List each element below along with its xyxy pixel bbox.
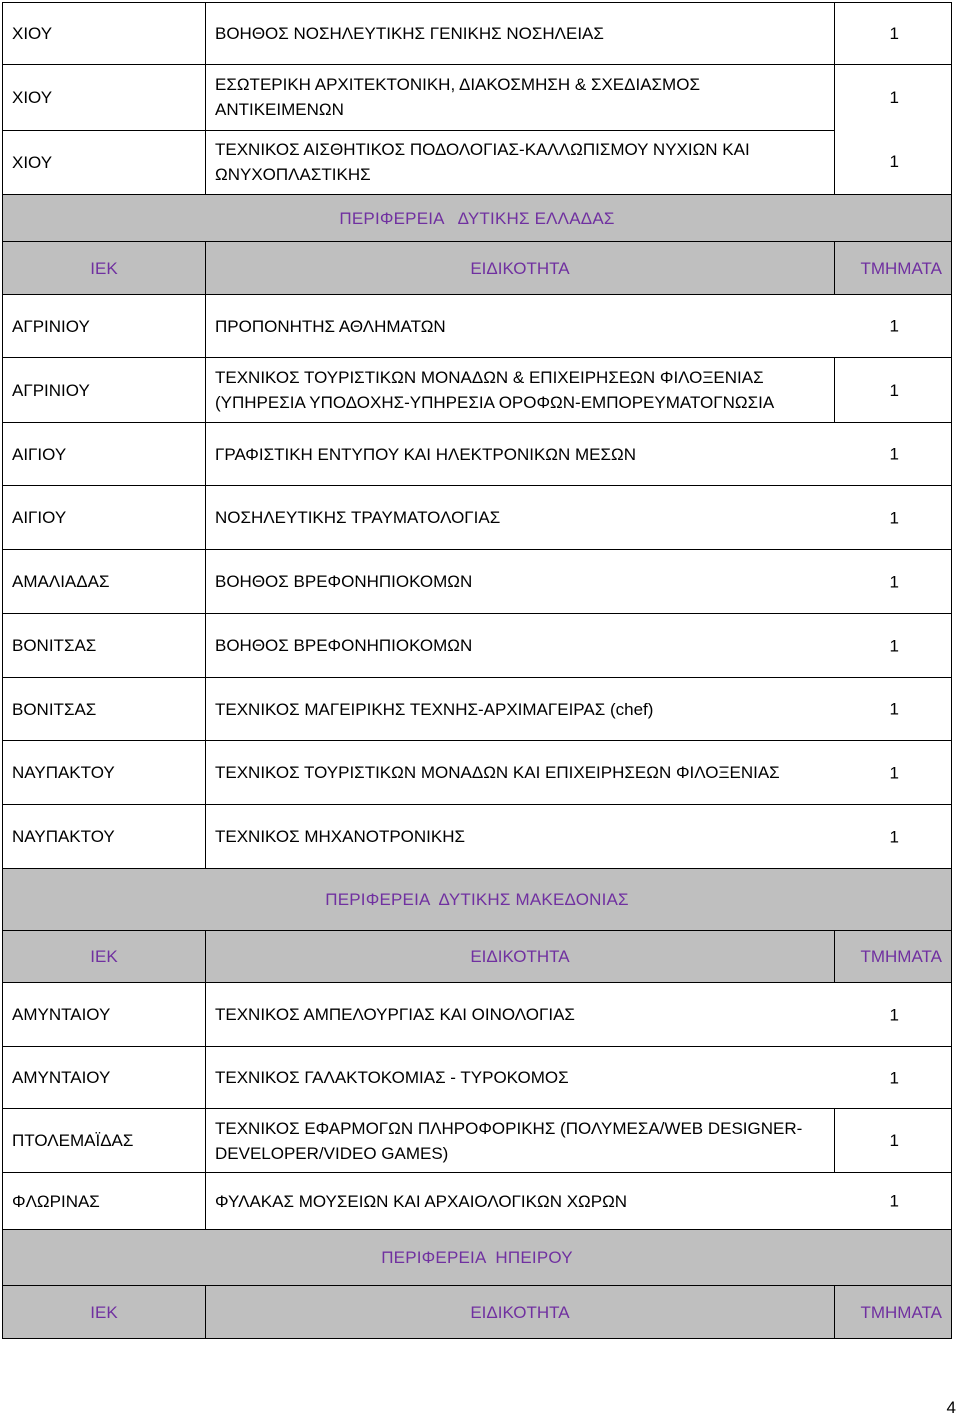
table-row bbox=[3, 614, 952, 678]
count-value: 1 bbox=[889, 316, 899, 336]
page-number: 4 bbox=[946, 1398, 956, 1417]
iek-cell: ΠΤΟΛΕΜΑΪΔΑΣ bbox=[3, 1109, 206, 1173]
specialty-cell: ΤΕΧΝΙΚΟΣ ΜΑΓΕΙΡΙΚΗΣ ΤΕΧΝΗΣ-ΑΡΧΙΜΑΓΕΙΡΑΣ (chef) 1 bbox=[206, 678, 952, 741]
specialty-cell: ΤΕΧΝΙΚΟΣ ΕΦΑΡΜΟΓΩΝ ΠΛΗΡΟΦΟΡΙΚΗΣ (ΠΟΛΥΜΕΣΑ/WEB DESIGNER-DEVELOPER/VIDEO GAMES) bbox=[206, 1109, 835, 1173]
count-cell: 1 bbox=[835, 1109, 952, 1173]
iek-cell: ΦΛΩΡΙΝΑΣ bbox=[3, 1173, 206, 1230]
header-specialty: ΕΙΔΙΚΟΤΗΤΑ bbox=[206, 242, 835, 295]
count-value: 1 bbox=[889, 1068, 899, 1087]
iek-cell: ΑΜΥΝΤΑΙΟΥ bbox=[3, 983, 206, 1047]
table-row bbox=[3, 295, 952, 358]
region-title: ΠΕΡΙΦΕΡΕΙΑ ΔΥΤΙΚΗΣ ΜΑΚΕΔΟΝΙΑΣ bbox=[3, 869, 952, 931]
specialty-cell: ΓΡΑΦΙΣΤΙΚΗ ΕΝΤΥΠΟΥ ΚΑΙ ΗΛΕΚΤΡΟΝΙΚΩΝ ΜΕΣΩΝ 1 bbox=[206, 423, 952, 486]
region-row bbox=[3, 869, 952, 931]
count-value: 1 bbox=[889, 508, 899, 527]
iek-cell: ΒΟΝΙΤΣΑΣ bbox=[3, 678, 206, 741]
count-value: 1 bbox=[889, 444, 899, 464]
iek-cell: ΒΟΝΙΤΣΑΣ bbox=[3, 614, 206, 678]
table-row bbox=[3, 741, 952, 805]
count-value: 1 bbox=[889, 827, 899, 846]
header-count: ΤΜΗΜΑΤΑ bbox=[835, 242, 952, 295]
region-title: ΠΕΡΙΦΕΡΕΙΑ ΔΥΤΙΚΗΣ ΕΛΛΑΔΑΣ bbox=[3, 195, 952, 242]
count-cell: 1 bbox=[835, 3, 952, 65]
table-row bbox=[3, 983, 952, 1047]
specialty-cell: ΕΣΩΤΕΡΙΚΗ ΑΡΧΙΤΕΚΤΟΝΙΚΗ, ΔΙΑΚΟΣΜΗΣΗ & ΣΧΕΔΙΑΣΜΟΣ ΑΝΤΙΚΕΙΜΕΝΩΝ bbox=[206, 65, 835, 131]
header-iek: ΙΕΚ bbox=[3, 931, 206, 983]
region-row bbox=[3, 195, 952, 242]
iek-cell: ΑΓΡΙΝΙΟΥ bbox=[3, 295, 206, 358]
count-cell-merged bbox=[835, 65, 952, 195]
count-value: 1 bbox=[889, 572, 899, 591]
header-row bbox=[3, 242, 952, 295]
iek-cell: ΑΙΓΙΟΥ bbox=[3, 486, 206, 550]
specialty-cell: ΤΕΧΝΙΚΟΣ ΤΟΥΡΙΣΤΙΚΩΝ ΜΟΝΑΔΩΝ & ΕΠΙΧΕΙΡΗΣΕΩΝ ΦΙΛΟΞΕΝΙΑΣ (ΥΠΗΡΕΣΙΑ ΥΠΟΔΟΧΗΣ-ΥΠΗΡΕΣΙΑ ΟΡΟΦΩΝ-ΕΜΠΟΡΕΥΜΑΤΟΓΝΩΣΙΑ bbox=[206, 358, 835, 423]
specialty-cell: ΤΕΧΝΙΚΟΣ ΜΗΧΑΝΟΤΡΟΝΙΚΗΣ 1 bbox=[206, 805, 952, 869]
count-value: 1 bbox=[889, 1005, 899, 1024]
count-value: 1 bbox=[889, 152, 899, 171]
iek-cell: ΑΓΡΙΝΙΟΥ bbox=[3, 358, 206, 423]
iek-cell: ΧΙΟΥ bbox=[3, 65, 206, 131]
table-row bbox=[3, 130, 952, 195]
specialty-cell: ΒΟΗΘΟΣ ΒΡΕΦΟΝΗΠΙΟΚΟΜΩΝ 1 bbox=[206, 550, 952, 614]
table-row bbox=[3, 3, 952, 65]
region-title: ΠΕΡΙΦΕΡΕΙΑ ΗΠΕΙΡΟΥ bbox=[3, 1230, 952, 1286]
region-row bbox=[3, 1230, 952, 1286]
specialty-cell: ΝΟΣΗΛΕΥΤΙΚΗΣ ΤΡΑΥΜΑΤΟΛΟΓΙΑΣ 1 bbox=[206, 486, 952, 550]
table-row bbox=[3, 1173, 952, 1230]
table-row bbox=[3, 678, 952, 741]
count-value: 1 bbox=[889, 88, 899, 107]
header-count: ΤΜΗΜΑΤΑ bbox=[835, 1286, 952, 1339]
header-row bbox=[3, 1286, 952, 1339]
header-specialty: ΕΙΔΙΚΟΤΗΤΑ bbox=[206, 1286, 835, 1339]
table-row bbox=[3, 1047, 952, 1109]
iek-cell: ΑΜΥΝΤΑΙΟΥ bbox=[3, 1047, 206, 1109]
iek-cell: ΝΑΥΠΑΚΤΟΥ bbox=[3, 805, 206, 869]
iek-cell: ΧΙΟΥ bbox=[3, 3, 206, 65]
iek-specialties-table bbox=[2, 2, 952, 1339]
table-row bbox=[3, 65, 952, 131]
iek-cell: ΝΑΥΠΑΚΤΟΥ bbox=[3, 741, 206, 805]
count-value: 1 bbox=[889, 763, 899, 782]
header-iek: ΙΕΚ bbox=[3, 1286, 206, 1339]
header-iek: ΙΕΚ bbox=[3, 242, 206, 295]
header-row bbox=[3, 931, 952, 983]
table-row bbox=[3, 423, 952, 486]
specialty-cell: ΤΕΧΝΙΚΟΣ ΓΑΛΑΚΤΟΚΟΜΙΑΣ - ΤΥΡΟΚΟΜΟΣ 1 bbox=[206, 1047, 952, 1109]
iek-cell: ΧΙΟΥ bbox=[3, 130, 206, 195]
count-cell: 1 bbox=[835, 358, 952, 423]
header-specialty: ΕΙΔΙΚΟΤΗΤΑ bbox=[206, 931, 835, 983]
table-row bbox=[3, 486, 952, 550]
table-row bbox=[3, 358, 952, 423]
count-value: 1 bbox=[889, 699, 899, 719]
specialty-cell: ΒΟΗΘΟΣ ΝΟΣΗΛΕΥΤΙΚΗΣ ΓΕΝΙΚΗΣ ΝΟΣΗΛΕΙΑΣ bbox=[206, 3, 835, 65]
iek-cell: ΑΜΑΛΙΑΔΑΣ bbox=[3, 550, 206, 614]
iek-cell: ΑΙΓΙΟΥ bbox=[3, 423, 206, 486]
header-count: ΤΜΗΜΑΤΑ bbox=[835, 931, 952, 983]
specialty-cell: ΠΡΟΠΟΝΗΤΗΣ ΑΘΛΗΜΑΤΩΝ 1 bbox=[206, 295, 952, 358]
specialty-cell: ΤΕΧΝΙΚΟΣ ΑΙΣΘΗΤΙΚΟΣ ΠΟΔΟΛΟΓΙΑΣ-ΚΑΛΛΩΠΙΣΜΟΥ ΝΥΧΙΩΝ ΚΑΙ ΩΝΥΧΟΠΛΑΣΤΙΚΗΣ bbox=[206, 130, 835, 195]
table-row bbox=[3, 805, 952, 869]
count-value: 1 bbox=[889, 1191, 899, 1211]
count-value: 1 bbox=[889, 636, 899, 655]
specialty-cell: ΦΥΛΑΚΑΣ ΜΟΥΣΕΙΩΝ ΚΑΙ ΑΡΧΑΙΟΛΟΓΙΚΩΝ ΧΩΡΩΝ 1 bbox=[206, 1173, 952, 1230]
table-row bbox=[3, 1109, 952, 1173]
specialty-cell: ΤΕΧΝΙΚΟΣ ΑΜΠΕΛΟΥΡΓΙΑΣ ΚΑΙ ΟΙΝΟΛΟΓΙΑΣ 1 bbox=[206, 983, 952, 1047]
specialty-cell: ΒΟΗΘΟΣ ΒΡΕΦΟΝΗΠΙΟΚΟΜΩΝ 1 bbox=[206, 614, 952, 678]
specialty-cell: ΤΕΧΝΙΚΟΣ ΤΟΥΡΙΣΤΙΚΩΝ ΜΟΝΑΔΩΝ ΚΑΙ ΕΠΙΧΕΙΡΗΣΕΩΝ ΦΙΛΟΞΕΝΙΑΣ 1 bbox=[206, 741, 952, 805]
table-row bbox=[3, 550, 952, 614]
